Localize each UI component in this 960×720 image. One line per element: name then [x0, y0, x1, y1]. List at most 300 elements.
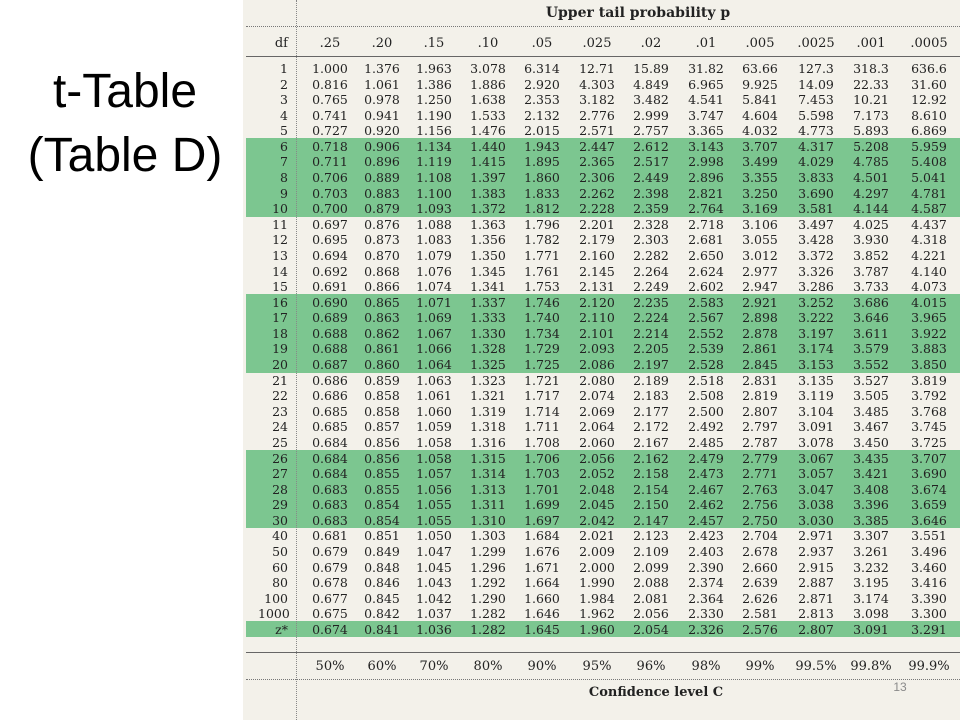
critical-value: 1.386	[416, 76, 452, 92]
confidence-level: 99%	[745, 659, 775, 674]
critical-value: 4.073	[911, 279, 947, 295]
critical-value: 4.604	[742, 107, 778, 123]
critical-value: 1.043	[416, 575, 452, 591]
critical-value: 1.761	[524, 263, 560, 279]
probability-header: .20	[371, 36, 393, 51]
critical-value: 3.792	[911, 388, 947, 404]
probability-header: .01	[695, 36, 717, 51]
critical-value: 1.376	[364, 61, 400, 76]
df-label: 23	[272, 403, 288, 419]
critical-value: 1.337	[470, 294, 506, 310]
page-number: 13	[893, 680, 907, 694]
critical-value: 6.965	[688, 76, 724, 92]
critical-value: 0.684	[312, 434, 348, 450]
df-label: 80	[272, 575, 288, 591]
critical-value: 1.315	[470, 450, 506, 466]
critical-value: 3.579	[853, 341, 889, 357]
critical-value: 1.292	[470, 575, 506, 591]
critical-value: 3.119	[798, 388, 834, 404]
critical-value: 3.153	[798, 357, 834, 373]
df-label: 14	[272, 263, 288, 279]
critical-value: 1.323	[470, 372, 506, 388]
critical-value: 1.397	[470, 170, 506, 186]
critical-value: 2.887	[798, 575, 834, 591]
df-label: 8	[280, 170, 288, 186]
critical-value: 3.690	[911, 466, 947, 482]
critical-value: 0.855	[364, 466, 400, 482]
critical-value: 0.920	[364, 123, 400, 139]
critical-value: 2.915	[798, 559, 834, 575]
critical-value: 1.079	[416, 247, 452, 263]
critical-value: 1.711	[524, 419, 560, 435]
critical-value: 1.076	[416, 263, 452, 279]
critical-value: 1.313	[470, 481, 506, 497]
critical-value: 1.415	[470, 154, 506, 170]
critical-value: 0.978	[364, 92, 400, 108]
critical-value: 0.683	[312, 497, 348, 513]
critical-value: 2.179	[579, 232, 615, 248]
critical-value: 1.058	[416, 450, 452, 466]
critical-value: 2.132	[524, 107, 560, 123]
critical-value: 1.299	[470, 543, 506, 559]
critical-value: 6.869	[911, 123, 947, 139]
critical-value: 1.372	[470, 201, 506, 217]
df-label: 2	[280, 76, 288, 92]
critical-value: 0.941	[364, 107, 400, 123]
table-rule	[246, 56, 960, 57]
critical-value: 3.745	[911, 419, 947, 435]
table-rule	[246, 679, 960, 680]
critical-value: 2.947	[742, 279, 778, 295]
critical-value: 1.684	[524, 528, 560, 544]
critical-value: 1.061	[364, 76, 400, 92]
critical-value: 3.450	[853, 434, 889, 450]
critical-value: 5.959	[911, 138, 947, 154]
critical-value: 5.841	[742, 92, 778, 108]
critical-value: 2.813	[798, 606, 834, 622]
confidence-level: 99.9%	[908, 659, 950, 674]
critical-value: 2.403	[688, 543, 724, 559]
df-label: 30	[272, 512, 288, 528]
critical-value: 1.100	[416, 185, 452, 201]
critical-value: 2.998	[688, 154, 724, 170]
df-column-header: df	[274, 36, 288, 51]
critical-value: 2.154	[633, 481, 669, 497]
critical-value: 1.067	[416, 325, 452, 341]
critical-value: 3.747	[688, 107, 724, 123]
critical-value: 3.646	[853, 310, 889, 326]
critical-value: 1.055	[416, 497, 452, 513]
critical-value: 0.870	[364, 247, 400, 263]
df-label: 3	[280, 92, 288, 108]
critical-value: 3.307	[853, 528, 889, 544]
critical-value: 4.318	[911, 232, 947, 248]
critical-value: 1.056	[416, 481, 452, 497]
df-label: z*	[275, 621, 288, 637]
critical-value: 2.167	[633, 434, 669, 450]
critical-value: 4.773	[798, 123, 834, 139]
critical-value: 2.807	[742, 403, 778, 419]
critical-value: 0.859	[364, 372, 400, 388]
probability-header: .005	[745, 36, 775, 51]
critical-value: 2.158	[633, 466, 669, 482]
critical-value: 4.025	[853, 216, 889, 232]
critical-value: 2.528	[688, 357, 724, 373]
critical-value: 1.037	[416, 606, 452, 622]
critical-value: 1.074	[416, 279, 452, 295]
critical-value: 2.131	[579, 279, 615, 295]
probability-header: .001	[856, 36, 886, 51]
critical-value: 2.467	[688, 481, 724, 497]
critical-value: 2.921	[742, 294, 778, 310]
slide-title	[0, 60, 250, 188]
critical-value: 2.552	[688, 325, 724, 341]
critical-value: 2.235	[633, 294, 669, 310]
critical-value: 31.82	[688, 61, 724, 76]
critical-value: 3.232	[853, 559, 889, 575]
critical-value: 2.447	[579, 138, 615, 154]
critical-value: 0.858	[364, 388, 400, 404]
critical-value: 3.467	[853, 419, 889, 435]
critical-value: 4.140	[911, 263, 947, 279]
critical-value: 0.690	[312, 294, 348, 310]
df-label: 4	[280, 107, 288, 123]
critical-value: 2.262	[579, 185, 615, 201]
critical-value: 1.753	[524, 279, 560, 295]
critical-value: 4.317	[798, 138, 834, 154]
critical-value: 2.099	[633, 559, 669, 575]
critical-value: 1.088	[416, 216, 452, 232]
confidence-level: 50%	[315, 659, 345, 674]
critical-value: 1.314	[470, 466, 506, 482]
critical-value: 0.851	[364, 528, 400, 544]
df-label: 29	[272, 497, 288, 513]
critical-value: 4.015	[911, 294, 947, 310]
critical-value: 0.684	[312, 450, 348, 466]
critical-value: 0.816	[312, 76, 348, 92]
critical-value: 1.083	[416, 232, 452, 248]
critical-value: 0.686	[312, 372, 348, 388]
critical-value: 3.787	[853, 263, 889, 279]
critical-value: 1.697	[524, 512, 560, 528]
critical-value: 3.852	[853, 247, 889, 263]
critical-value: 2.101	[579, 325, 615, 341]
critical-value: 3.674	[911, 481, 947, 497]
critical-value: 0.678	[312, 575, 348, 591]
critical-value: 3.326	[798, 263, 834, 279]
critical-value: 6.314	[524, 61, 560, 76]
critical-value: 3.055	[742, 232, 778, 248]
critical-value: 318.3	[853, 61, 889, 76]
critical-value: 2.064	[579, 419, 615, 435]
critical-value: 7.173	[853, 107, 889, 123]
critical-value: 1.250	[416, 92, 452, 108]
critical-value: 2.457	[688, 512, 724, 528]
critical-value: 4.781	[911, 185, 947, 201]
critical-value: 0.879	[364, 201, 400, 217]
critical-value: 2.374	[688, 575, 724, 591]
critical-value: 2.021	[579, 528, 615, 544]
critical-value: 2.054	[633, 621, 669, 637]
critical-value: 2.365	[579, 154, 615, 170]
critical-value: 3.497	[798, 216, 834, 232]
critical-value: 1.108	[416, 170, 452, 186]
critical-value: 0.854	[364, 512, 400, 528]
critical-value: 0.896	[364, 154, 400, 170]
critical-value: 2.756	[742, 497, 778, 513]
critical-value: 4.541	[688, 92, 724, 108]
df-label: 13	[272, 247, 288, 263]
critical-value: 1.316	[470, 434, 506, 450]
critical-value: 12.71	[579, 61, 615, 76]
critical-value: 0.695	[312, 232, 348, 248]
critical-value: 2.920	[524, 76, 560, 92]
df-label: 10	[272, 201, 288, 217]
slide-title-line2: (Table D)	[27, 129, 223, 182]
critical-value: 1.050	[416, 528, 452, 544]
critical-value: 1.664	[524, 575, 560, 591]
critical-value: 3.690	[798, 185, 834, 201]
critical-value: 2.328	[633, 216, 669, 232]
critical-value: 2.602	[688, 279, 724, 295]
critical-value: 3.421	[853, 466, 889, 482]
critical-value: 3.222	[798, 310, 834, 326]
probability-header: .15	[423, 36, 445, 51]
critical-value: 3.372	[798, 247, 834, 263]
critical-value: 3.435	[853, 450, 889, 466]
critical-value: 1.321	[470, 388, 506, 404]
critical-value: 0.679	[312, 543, 348, 559]
critical-value: 2.626	[742, 590, 778, 606]
critical-value: 1.156	[416, 123, 452, 139]
critical-value: 2.390	[688, 559, 724, 575]
critical-value: 0.883	[364, 185, 400, 201]
critical-value: 3.551	[911, 528, 947, 544]
critical-value: 2.145	[579, 263, 615, 279]
critical-value: 2.056	[633, 606, 669, 622]
critical-value: 0.865	[364, 294, 400, 310]
probability-header: .0025	[797, 36, 835, 51]
critical-value: 5.408	[911, 154, 947, 170]
critical-value: 2.045	[579, 497, 615, 513]
critical-value: 1.645	[524, 621, 560, 637]
critical-value: 0.684	[312, 466, 348, 482]
critical-value: 2.517	[633, 154, 669, 170]
critical-value: 0.689	[312, 310, 348, 326]
critical-value: 2.508	[688, 388, 724, 404]
critical-value: 3.047	[798, 481, 834, 497]
probability-header: .05	[531, 36, 553, 51]
critical-value: 0.855	[364, 481, 400, 497]
critical-value: 2.581	[742, 606, 778, 622]
confidence-level: 95%	[582, 659, 612, 674]
critical-value: 3.286	[798, 279, 834, 295]
critical-value: 2.048	[579, 481, 615, 497]
critical-value: 4.032	[742, 123, 778, 139]
critical-value: 0.694	[312, 247, 348, 263]
probability-header: .025	[582, 36, 612, 51]
critical-value: 2.056	[579, 450, 615, 466]
critical-value: 1.000	[312, 61, 348, 76]
critical-value: 1.093	[416, 201, 452, 217]
critical-value: 1.333	[470, 310, 506, 326]
df-label: 50	[272, 543, 288, 559]
critical-value: 3.174	[853, 590, 889, 606]
critical-value: 2.147	[633, 512, 669, 528]
critical-value: 0.846	[364, 575, 400, 591]
critical-value: 1.638	[470, 92, 506, 108]
critical-value: 2.518	[688, 372, 724, 388]
critical-value: 2.757	[633, 123, 669, 139]
critical-value: 0.741	[312, 107, 348, 123]
critical-value: 2.583	[688, 294, 724, 310]
critical-value: 0.876	[364, 216, 400, 232]
critical-value: 3.355	[742, 170, 778, 186]
critical-value: 1.071	[416, 294, 452, 310]
df-label: 27	[272, 466, 288, 482]
critical-value: 0.683	[312, 481, 348, 497]
df-label: 17	[272, 310, 288, 326]
critical-value: 2.069	[579, 403, 615, 419]
critical-value: 2.088	[633, 575, 669, 591]
df-label: 11	[272, 216, 288, 232]
critical-value: 2.160	[579, 247, 615, 263]
critical-value: 1.860	[524, 170, 560, 186]
df-label: 7	[280, 154, 288, 170]
critical-value: 2.228	[579, 201, 615, 217]
confidence-level: 70%	[419, 659, 449, 674]
critical-value: 1.660	[524, 590, 560, 606]
critical-value: 2.718	[688, 216, 724, 232]
critical-value: 2.120	[579, 294, 615, 310]
critical-value: 2.449	[633, 170, 669, 186]
critical-value: 1.066	[416, 341, 452, 357]
critical-value: 0.861	[364, 341, 400, 357]
df-label: 40	[272, 528, 288, 544]
critical-value: 2.183	[633, 388, 669, 404]
critical-value: 2.576	[742, 621, 778, 637]
critical-value: 2.224	[633, 310, 669, 326]
critical-value: 1.063	[416, 372, 452, 388]
critical-value: 2.000	[579, 559, 615, 575]
critical-value: 1.782	[524, 232, 560, 248]
critical-value: 8.610	[911, 107, 947, 123]
critical-value: 2.197	[633, 357, 669, 373]
critical-value: 2.639	[742, 575, 778, 591]
critical-value: 3.091	[853, 621, 889, 637]
critical-value: 1.771	[524, 247, 560, 263]
critical-value: 2.999	[633, 107, 669, 123]
critical-value: 1.833	[524, 185, 560, 201]
critical-value: 2.123	[633, 528, 669, 544]
critical-value: 0.856	[364, 434, 400, 450]
critical-value: 2.831	[742, 372, 778, 388]
critical-value: 1.330	[470, 325, 506, 341]
critical-value: 3.659	[911, 497, 947, 513]
critical-value: 3.965	[911, 310, 947, 326]
critical-value: 0.677	[312, 590, 348, 606]
critical-value: 0.688	[312, 341, 348, 357]
critical-value: 2.797	[742, 419, 778, 435]
critical-value: 31.60	[911, 76, 947, 92]
critical-value: 2.303	[633, 232, 669, 248]
critical-value: 2.093	[579, 341, 615, 357]
critical-value: 0.706	[312, 170, 348, 186]
critical-value: 2.871	[798, 590, 834, 606]
critical-value: 1.296	[470, 559, 506, 575]
critical-value: 0.868	[364, 263, 400, 279]
critical-value: 2.052	[579, 466, 615, 482]
critical-value: 3.505	[853, 388, 889, 404]
df-label: 20	[272, 357, 288, 373]
critical-value: 0.727	[312, 123, 348, 139]
critical-value: 3.581	[798, 201, 834, 217]
critical-value: 2.771	[742, 466, 778, 482]
critical-value: 9.925	[742, 76, 778, 92]
critical-value: 63.66	[742, 61, 778, 76]
critical-value: 2.624	[688, 263, 724, 279]
critical-value: 2.462	[688, 497, 724, 513]
critical-value: 3.291	[911, 621, 947, 637]
critical-value: 1.706	[524, 450, 560, 466]
df-label: 1000	[258, 606, 290, 622]
df-label: 28	[272, 481, 288, 497]
critical-value: 3.819	[911, 372, 947, 388]
critical-value: 3.725	[911, 434, 947, 450]
critical-value: 0.845	[364, 590, 400, 606]
confidence-level: 96%	[636, 659, 666, 674]
critical-value: 1.990	[579, 575, 615, 591]
critical-value: 3.182	[579, 92, 615, 108]
critical-value: 1.356	[470, 232, 506, 248]
df-label: 16	[272, 294, 288, 310]
critical-value: 3.416	[911, 575, 947, 591]
critical-value: 4.144	[853, 201, 889, 217]
critical-value: 3.057	[798, 466, 834, 482]
critical-value: 2.896	[688, 170, 724, 186]
critical-value: 0.848	[364, 559, 400, 575]
critical-value: 3.768	[911, 403, 947, 419]
critical-value: 1.943	[524, 138, 560, 154]
critical-value: 1.059	[416, 419, 452, 435]
critical-value: 3.390	[911, 590, 947, 606]
critical-value: 1.047	[416, 543, 452, 559]
table-left-border	[296, 0, 297, 720]
critical-value: 1.734	[524, 325, 560, 341]
critical-value: 1.886	[470, 76, 506, 92]
critical-value: 1.282	[470, 606, 506, 622]
critical-value: 1.740	[524, 310, 560, 326]
critical-value: 1.319	[470, 403, 506, 419]
critical-value: 2.423	[688, 528, 724, 544]
df-label: 15	[272, 279, 288, 295]
critical-value: 0.862	[364, 325, 400, 341]
critical-value: 1.533	[470, 107, 506, 123]
critical-value: 0.860	[364, 357, 400, 373]
critical-value: 0.866	[364, 279, 400, 295]
critical-value: 3.611	[853, 325, 889, 341]
critical-value: 0.889	[364, 170, 400, 186]
df-label: 1	[280, 61, 288, 76]
critical-value: 4.587	[911, 201, 947, 217]
df-label: 6	[280, 138, 288, 154]
critical-value: 2.787	[742, 434, 778, 450]
critical-value: 2.060	[579, 434, 615, 450]
critical-value: 2.201	[579, 216, 615, 232]
critical-value: 0.686	[312, 388, 348, 404]
critical-value: 7.453	[798, 92, 834, 108]
critical-value: 2.398	[633, 185, 669, 201]
